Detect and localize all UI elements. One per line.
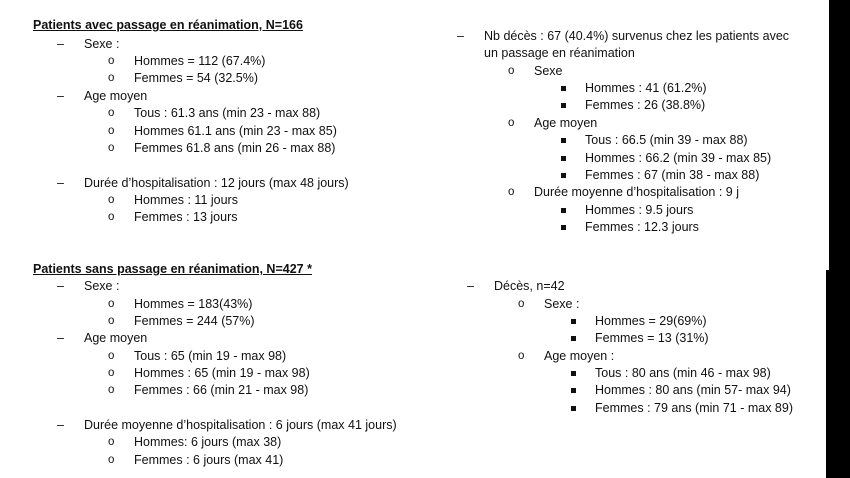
list-item-femmes: o Femmes = 244 (57%) [134, 314, 255, 329]
window-edge-top [829, 0, 850, 270]
list-item-sexe: – Sexe : [84, 279, 119, 294]
list-item-age: – Age moyen [84, 89, 147, 104]
list-item-age-tous: o Tous : 65 (min 19 - max 98) [134, 349, 286, 364]
list-item-duree-hommes: o Hommes: 6 jours (max 38) [134, 435, 281, 450]
section-title-reanimation: Patients avec passage en réanimation, N=166 [33, 18, 303, 32]
list-item-deces-duree: o Durée moyenne d’hospitalisation : 9 j [534, 185, 739, 200]
list-item-hommes: o Hommes = 183(43%) [134, 297, 252, 312]
list-item-deces-sexe: o Sexe [534, 64, 563, 79]
list-item-deces-duree-hommes: Hommes : 9.5 jours [585, 203, 694, 217]
list-item-deces-age-hommes: Hommes : 80 ans (min 57- max 94) [595, 383, 791, 397]
deces-reanimation-continuation: un passage en réanimation [484, 46, 635, 60]
window-edge-bottom [826, 270, 850, 478]
list-item-duree: – Durée moyenne d’hospitalisation : 6 jours (max 41 jours) [84, 418, 397, 433]
list-item-sexe: – Sexe : [84, 37, 119, 52]
list-item-duree-hommes: o Hommes : 11 jours [134, 193, 238, 208]
list-item-deces-age: o Age moyen [534, 116, 597, 131]
list-item-deces-femmes: Femmes : 26 (38.8%) [585, 98, 706, 112]
list-item-deces-femmes: Femmes = 13 (31%) [595, 331, 709, 345]
list-item-deces-age-tous: Tous : 80 ans (min 46 - max 98) [595, 366, 771, 380]
list-item-deces-duree-femmes: Femmes : 12.3 jours [585, 220, 699, 234]
list-item-duree-femmes: o Femmes : 13 jours [134, 210, 238, 225]
list-item-femmes: o Femmes = 54 (32.5%) [134, 71, 258, 86]
section-title-sans-reanimation: Patients sans passage en réanimation, N=427 * [33, 262, 312, 276]
list-item-deces-reanimation: – Nb décès : 67 (40.4%) survenus chez les patients avec [484, 29, 789, 44]
list-item-deces-age: o Age moyen : [544, 349, 614, 364]
list-item-age-femmes: o Femmes 61.8 ans (min 26 - max 88) [134, 141, 335, 156]
list-item-age: – Age moyen [84, 331, 147, 346]
list-item-age-hommes: o Hommes : 65 (min 19 - max 98) [134, 366, 310, 381]
list-item-deces-age-hommes: Hommes : 66.2 (min 39 - max 85) [585, 151, 772, 165]
list-item-duree-femmes: o Femmes : 6 jours (max 41) [134, 453, 283, 468]
list-item-deces-sans-reanimation: – Décès, n=42 [494, 279, 565, 294]
list-item-age-tous: o Tous : 61.3 ans (min 23 - max 88) [134, 106, 320, 121]
list-item-deces-age-femmes: Femmes : 79 ans (min 71 - max 89) [595, 401, 793, 415]
list-item-deces-hommes: Hommes : 41 (61.2%) [585, 81, 707, 95]
list-item-hommes: o Hommes = 112 (67.4%) [134, 54, 265, 69]
list-item-age-femmes: o Femmes : 66 (min 21 - max 98) [134, 383, 308, 398]
list-item-deces-age-tous: Tous : 66.5 (min 39 - max 88) [585, 133, 748, 147]
list-item-duree: – Durée d’hospitalisation : 12 jours (max 48 jours) [84, 176, 349, 191]
list-item-age-hommes: o Hommes 61.1 ans (min 23 - max 85) [134, 124, 337, 139]
list-item-deces-sexe: o Sexe : [544, 297, 579, 312]
list-item-deces-hommes: Hommes = 29(69%) [595, 314, 707, 328]
list-item-deces-age-femmes: Femmes : 67 (min 38 - max 88) [585, 168, 760, 182]
